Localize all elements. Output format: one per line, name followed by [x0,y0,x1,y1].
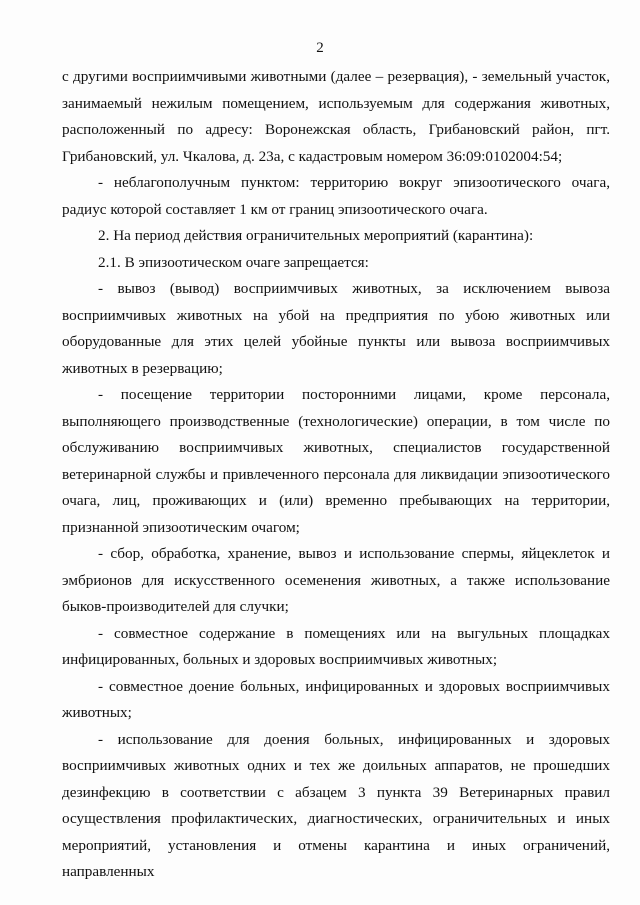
paragraph-ban-visits: - посещение территории посторонними лицами, кроме персонала, выполняющего производственные (технологические) операции, в том числе по обслуживанию восприимчивых животных, специалистов государственной ветеринарной службы и привлеченного персонала для ликвидации эпизоотического очага, лиц, проживающих и (или) временно пребывающих на территории, признанной эпизоотическим очагом; [62,386,610,536]
paragraph-ban-milking-machines: - использование для доения больных, инфицированных и здоровых восприимчивых животных одних и тех же доильных аппаратов, не прошедших дезинфекцию в соответствии с абзацем 3 пункта 39 Ветеринарных правил осуществления профилактических, диагностических, ограничительных и иных мероприятий, установления и отмены карантина и иных ограничений, направленных [62,730,610,880]
paragraph-section-2-1-heading: 2.1. В эпизоотическом очаге запрещается: [98,253,369,271]
paragraph-ban-joint-keeping: - совместное содержание в помещениях или на выгульных площадках инфицированных, больных и здоровых восприимчивых животных; [62,624,610,668]
page-number: 2 [316,40,324,56]
paragraph-reservation-continuation: с другими восприимчивыми животными (далее – резервация), - земельный участок, занимаемый нежилым помещением, используемым для содержания животных, расположенный по адресу: Воронежская область, Грибановский район, пгт. Грибановский, ул. Чкалова, д. 23а, с кадастровым номером 36:09:0102004:54; [62,68,610,165]
paragraph-unfavorable-point: - неблагополучным пунктом: территорию вокруг эпизоотического очага, радиус которой составляет 1 км от границ эпизоотического очага. [62,174,610,218]
paragraph-section-2-heading: 2. На период действия ограничительных мероприятий (карантина): [98,227,534,244]
paragraph-ban-sperm: - сбор, обработка, хранение, вывоз и использование спермы, яйцеклеток и эмбрионов для искусственного осеменения животных, а также использование быков-производителей для случки; [62,545,610,615]
paragraph-ban-joint-milking: - совместное доение больных, инфицированных и здоровых восприимчивых животных; [62,677,610,721]
document-body [62,64,610,886]
paragraph-ban-export: - вывоз (вывод) восприимчивых животных, за исключением вывоза восприимчивых животных на убой на предприятия по убою животных или оборудованные для этих целей убойные пункты или вывоза восприимчивых животных в резервацию; [62,280,610,377]
